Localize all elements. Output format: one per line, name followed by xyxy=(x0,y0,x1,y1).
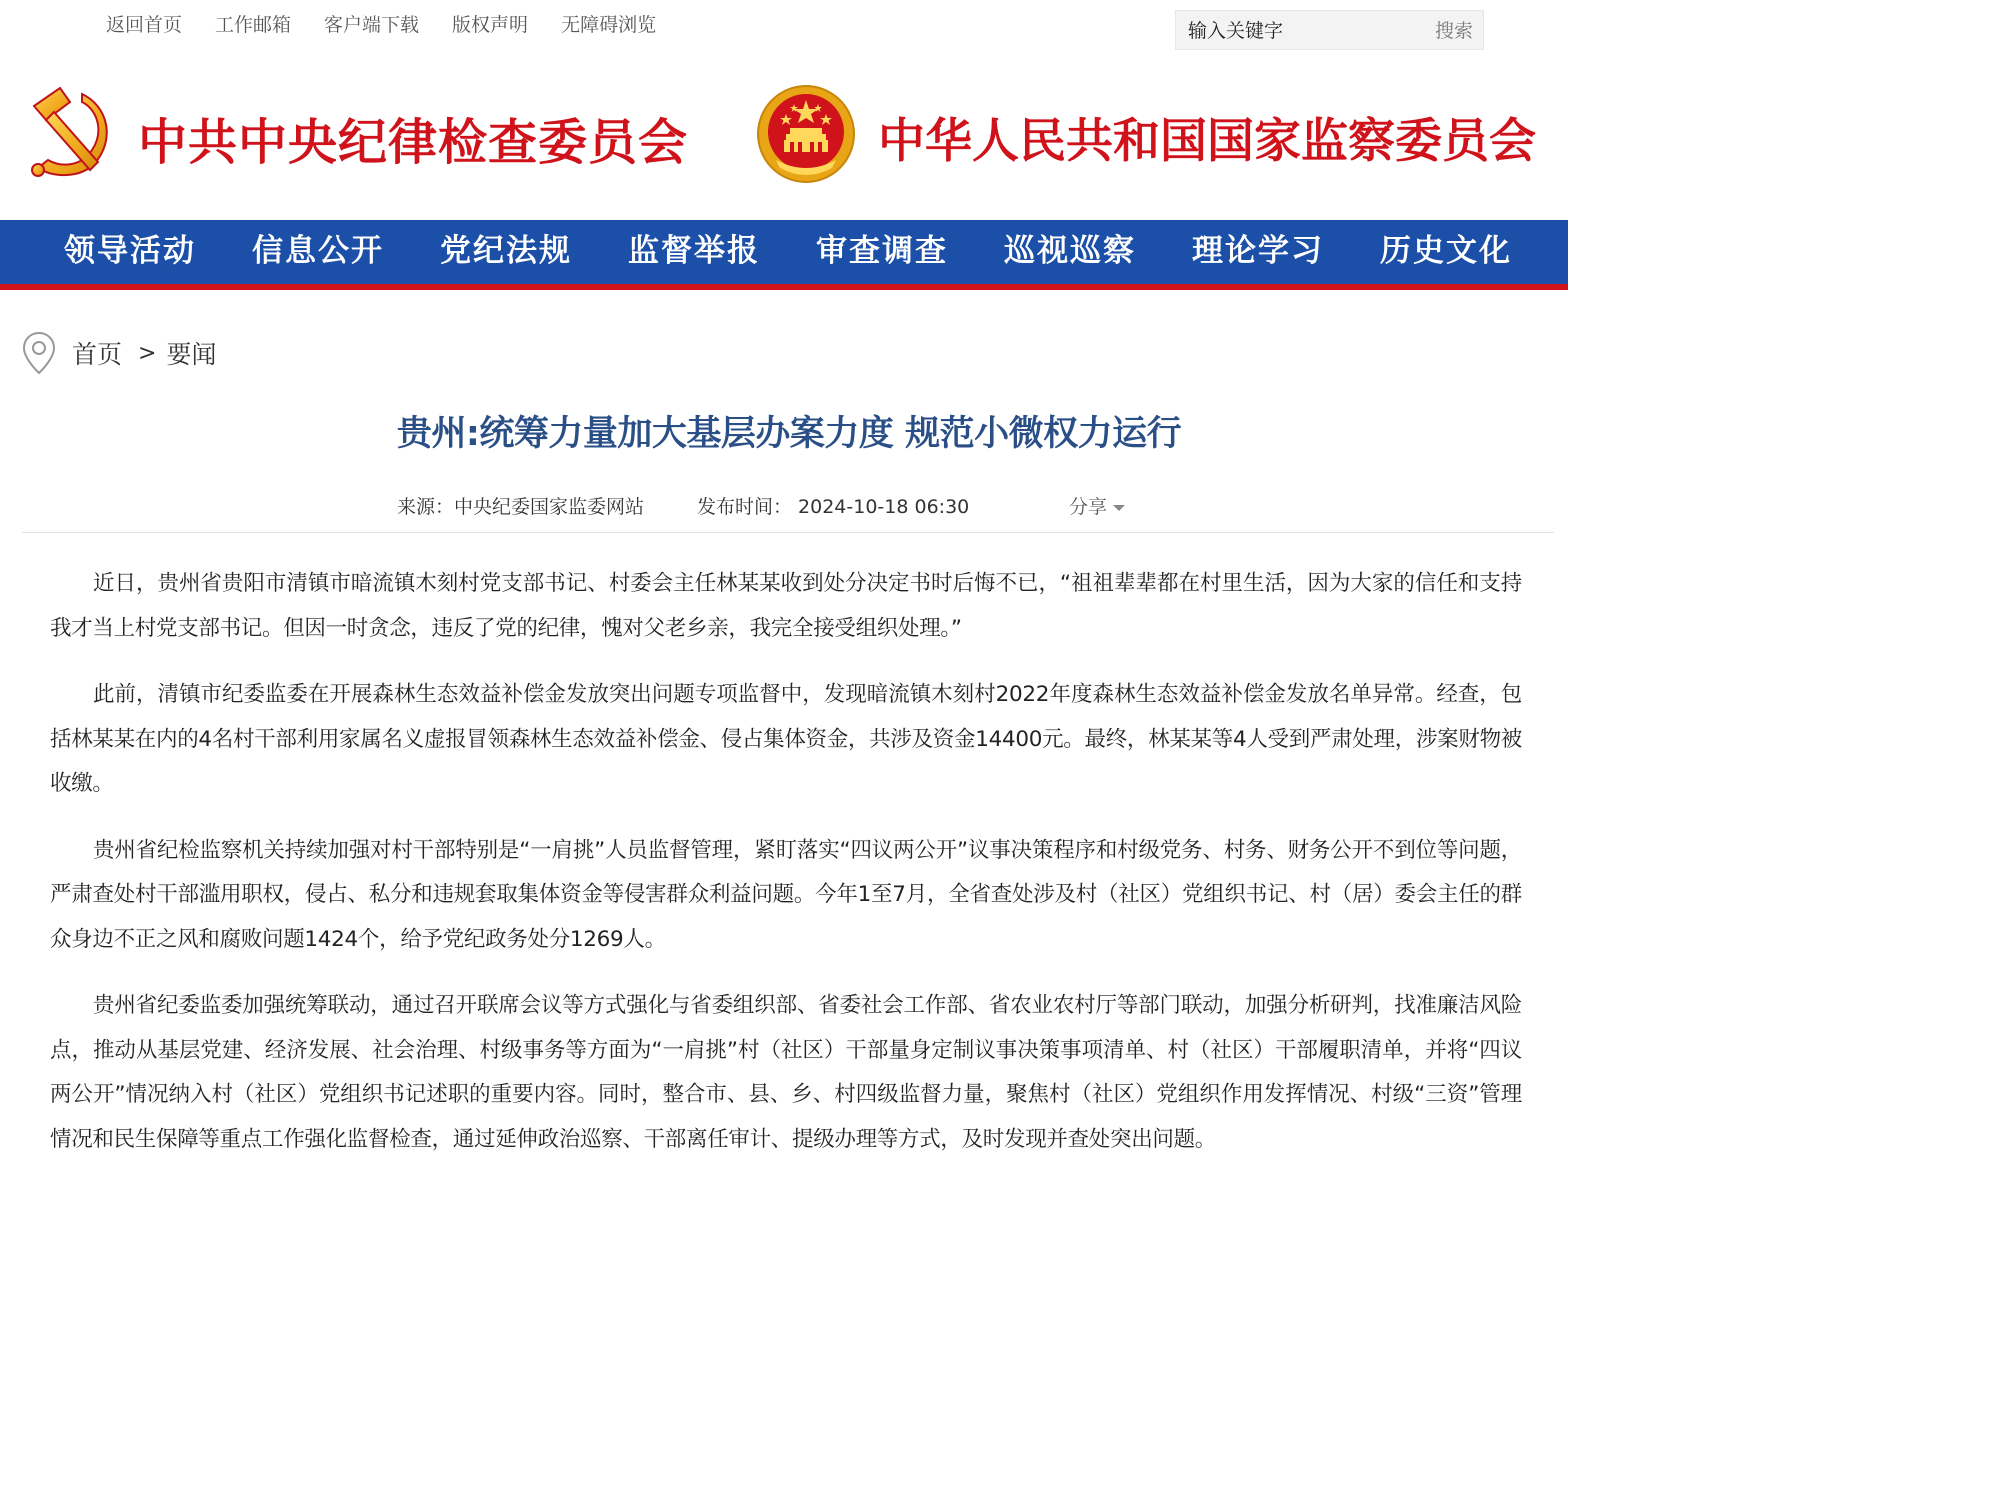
nav-item-history[interactable]: 历史文化 xyxy=(1380,233,1512,269)
nsc-title: 中华人民共和国国家监察委员会 xyxy=(878,114,1536,169)
article-paragraph: 贵州省纪委监委加强统筹联动，通过召开联席会议等方式强化与省委组织部、省委社会工作部、省农业农村厅等部门联动，加强分析研判，找准廉洁风险点，推动从基层党建、经济发展、社会治理、村级事务等方面为“一肩挑”村（社区）干部量身定制议事决策事项清单、村（社区）干部履职清单，并将“四议两公开”情况纳入村（社区）党组织书记述职的重要内容。同时，整合市、县、乡、村四级监督力量，聚焦村（社区）党组织作用发挥情况、村级“三资”管理情况和民生保障等重点工作强化监督检查，通过延伸政治巡察、干部离任审计、提级办理等方式，及时发现并查处突出问题。 xyxy=(50,993,1522,1152)
article-source: 来源：中央纪委国家监委网站 xyxy=(397,496,645,518)
article-publish-time: 发布时间： 2024-10-18 06:30 xyxy=(697,496,970,518)
nav-item-report[interactable]: 监督举报 xyxy=(628,233,760,269)
party-emblem-icon xyxy=(24,84,116,180)
copyright-link[interactable]: 版权声明 xyxy=(452,14,529,36)
top-links xyxy=(106,12,656,38)
nav-item-inspection[interactable]: 巡视巡察 xyxy=(1004,233,1136,269)
article-paragraph: 此前，清镇市纪委监委在开展森林生态效益补偿金发放突出问题专项监督中，发现暗流镇木刻村2022年度森林生态效益补偿金发放名单异常。经查，包括林某某在内的4名村干部利用家属名义虚报冒领森林生态效益补偿金、侵占集体资金，共涉及资金14400元。最终，林某某等4人受到严肃处理，涉案财物被收缴。 xyxy=(50,682,1522,796)
chevron-down-icon xyxy=(1113,505,1125,511)
state-emblem-icon xyxy=(756,82,856,186)
top-utility-bar xyxy=(0,0,1568,58)
article-paragraph: 近日，贵州省贵阳市清镇市暗流镇木刻村党支部书记、村委会主任林某某收到处分决定书时后悔不已，“祖祖辈辈都在村里生活，因为大家的信任和支持我才当上村党支部书记。但因一时贪念，违反了党的纪律，愧对父老乡亲，我完全接受组织处理。” xyxy=(50,571,1522,641)
article-paragraph: 贵州省纪检监察机关持续加强对村干部特别是“一肩挑”人员监督管理，紧盯落实“四议两公开”议事决策程序和村级党务、村务、财务公开不到位等问题，严肃查处村干部滥用职权，侵占、私分和违规套取集体资金等侵害群众利益问题。今年1至7月，全省查处涉及村（社区）党组织书记、村（居）委会主任的群众身边不正之风和腐败问题1424个，给予党纪政务处分1269人。 xyxy=(50,837,1522,952)
ccdi-title: 中共中央纪律检查委员会 xyxy=(138,113,689,171)
work-mail-link[interactable]: 工作邮箱 xyxy=(215,14,292,36)
nav-item-theory[interactable]: 理论学习 xyxy=(1192,233,1324,269)
breadcrumb-current[interactable]: 要闻 xyxy=(166,340,217,369)
share-button[interactable] xyxy=(1069,493,1125,521)
header-banner xyxy=(0,58,1568,220)
breadcrumb-separator: > xyxy=(138,340,157,366)
client-download-link[interactable]: 客户端下载 xyxy=(324,14,420,36)
location-pin-icon xyxy=(22,331,56,375)
search-input[interactable] xyxy=(1188,17,1418,45)
breadcrumb xyxy=(22,330,216,376)
search-button[interactable]: 搜索 xyxy=(1434,20,1473,42)
nav-item-regulations[interactable]: 党纪法规 xyxy=(440,233,572,269)
home-link[interactable]: 返回首页 xyxy=(106,14,183,36)
nav-item-leadership[interactable]: 领导活动 xyxy=(64,233,196,269)
meta-divider xyxy=(22,532,1554,533)
article-title: 贵州:统筹力量加大基层办案力度 规范小微权力运行 xyxy=(396,414,1182,454)
accessibility-link[interactable]: 无障碍浏览 xyxy=(561,14,657,36)
nav-item-investigation[interactable]: 审查调查 xyxy=(816,233,948,269)
main-nav xyxy=(0,220,1568,290)
nav-item-info-disclosure[interactable]: 信息公开 xyxy=(252,233,384,269)
breadcrumb-home[interactable]: 首页 xyxy=(72,340,123,369)
article-body xyxy=(50,562,1522,1184)
share-label: 分享 xyxy=(1069,496,1108,518)
search-box xyxy=(1175,10,1484,50)
